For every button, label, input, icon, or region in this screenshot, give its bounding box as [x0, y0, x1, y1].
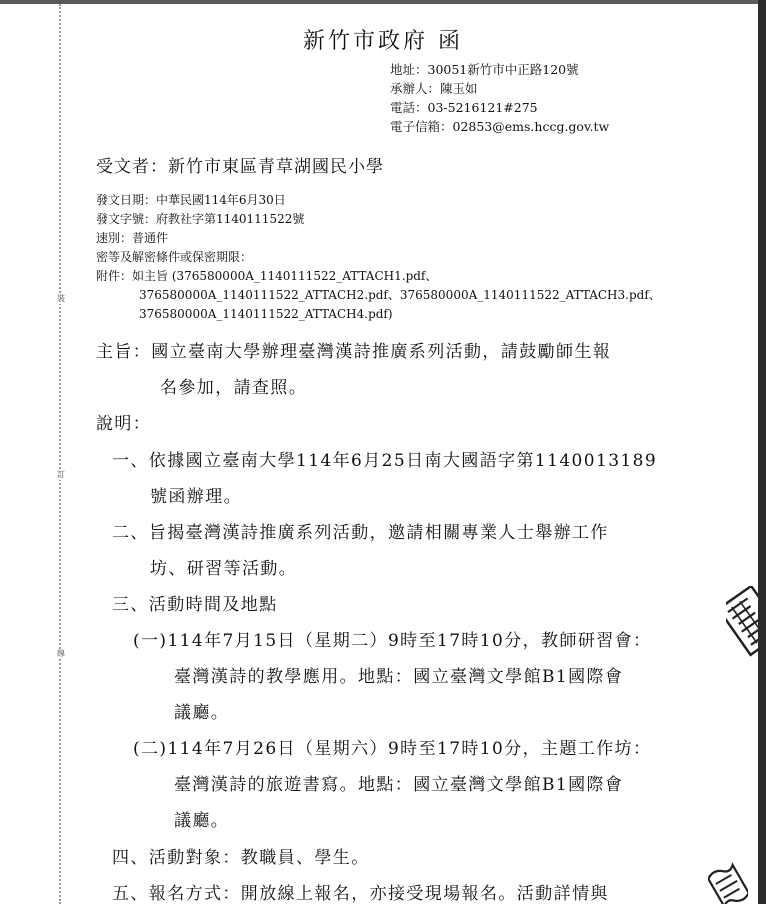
subject-line-2: 名參加，請查照。 — [160, 378, 308, 398]
secrecy-level: 密等及解密條件或保密期限： — [96, 250, 253, 264]
document-title: 新竹市政府 函 — [303, 29, 463, 54]
binding-mark-xian: 線 — [57, 649, 65, 658]
item-1-line-1: 一、依據國立臺南大學114年6月25日南大國語字第1140013189 — [112, 451, 658, 471]
handler-name: 承辦人：陳玉如 — [390, 81, 478, 96]
sub-item-1-line-2: 臺灣漢詩的教學應用。地點：國立臺灣文學館B1國際會 — [174, 667, 624, 687]
delivery-speed: 速別：普通件 — [96, 231, 169, 245]
item-2-line-2: 坊、研習等活動。 — [150, 559, 298, 579]
sub-item-1-line-3: 議廳。 — [174, 703, 230, 723]
sub-item-1-line-1: (一)114年7月15日（星期二）9時至17時10分，教師研習會： — [133, 631, 652, 651]
document-page — [0, 4, 758, 904]
document-number: 發文字號：府教社字第1140111522號 — [96, 212, 305, 226]
seal-fragment-icon — [708, 862, 748, 904]
sender-address: 地址：30051新竹市中正路120號 — [390, 62, 579, 77]
subject-line-1: 主旨：國立臺南大學辦理臺灣漢詩推廣系列活動，請鼓勵師生報 — [96, 342, 612, 362]
email-address: 電子信箱：02853@ems.hccg.gov.tw — [390, 119, 610, 134]
sub-item-2-line-1: (二)114年7月26日（星期六）9時至17時10分，主題工作坊： — [133, 739, 652, 759]
attachment-line-3: 376580000A_1140111522_ATTACH4.pdf) — [139, 307, 393, 321]
binding-mark-ding: 訂 — [57, 470, 65, 479]
item-3: 三、活動時間及地點 — [112, 595, 278, 615]
binding-dotted-line — [59, 4, 61, 904]
attachment-line-1: 附件：如主旨 (376580000A_1140111522_ATTACH1.pdf、 — [96, 269, 438, 283]
item-1-line-2: 號函辦理。 — [150, 487, 242, 507]
attachment-line-2: 376580000A_1140111522_ATTACH2.pdf、376580000A_1140111522_ATTACH3.pdf、 — [139, 288, 661, 302]
official-seal-icon — [726, 586, 758, 660]
item-5-line-1: 五、報名方式：開放線上報名，亦接受現場報名。活動詳情與 — [112, 884, 609, 904]
phone-number: 電話：03-5216121#275 — [390, 100, 538, 115]
sub-item-2-line-2: 臺灣漢詩的旅遊書寫。地點：國立臺灣文學館B1國際會 — [174, 775, 624, 795]
sub-item-2-line-3: 議廳。 — [174, 811, 230, 831]
item-2-line-1: 二、旨揭臺灣漢詩推廣系列活動，邀請相關專業人士舉辦工作 — [112, 523, 609, 543]
recipient: 受文者：新竹市東區青草湖國民小學 — [96, 157, 384, 177]
viewer-scroll-edge[interactable] — [758, 0, 766, 904]
binding-mark-zhuang: 裝 — [57, 294, 65, 303]
item-4: 四、活動對象：教職員、學生。 — [112, 848, 370, 868]
issue-date: 發文日期：中華民國114年6月30日 — [96, 193, 286, 207]
explanation-heading: 說明： — [96, 414, 152, 434]
